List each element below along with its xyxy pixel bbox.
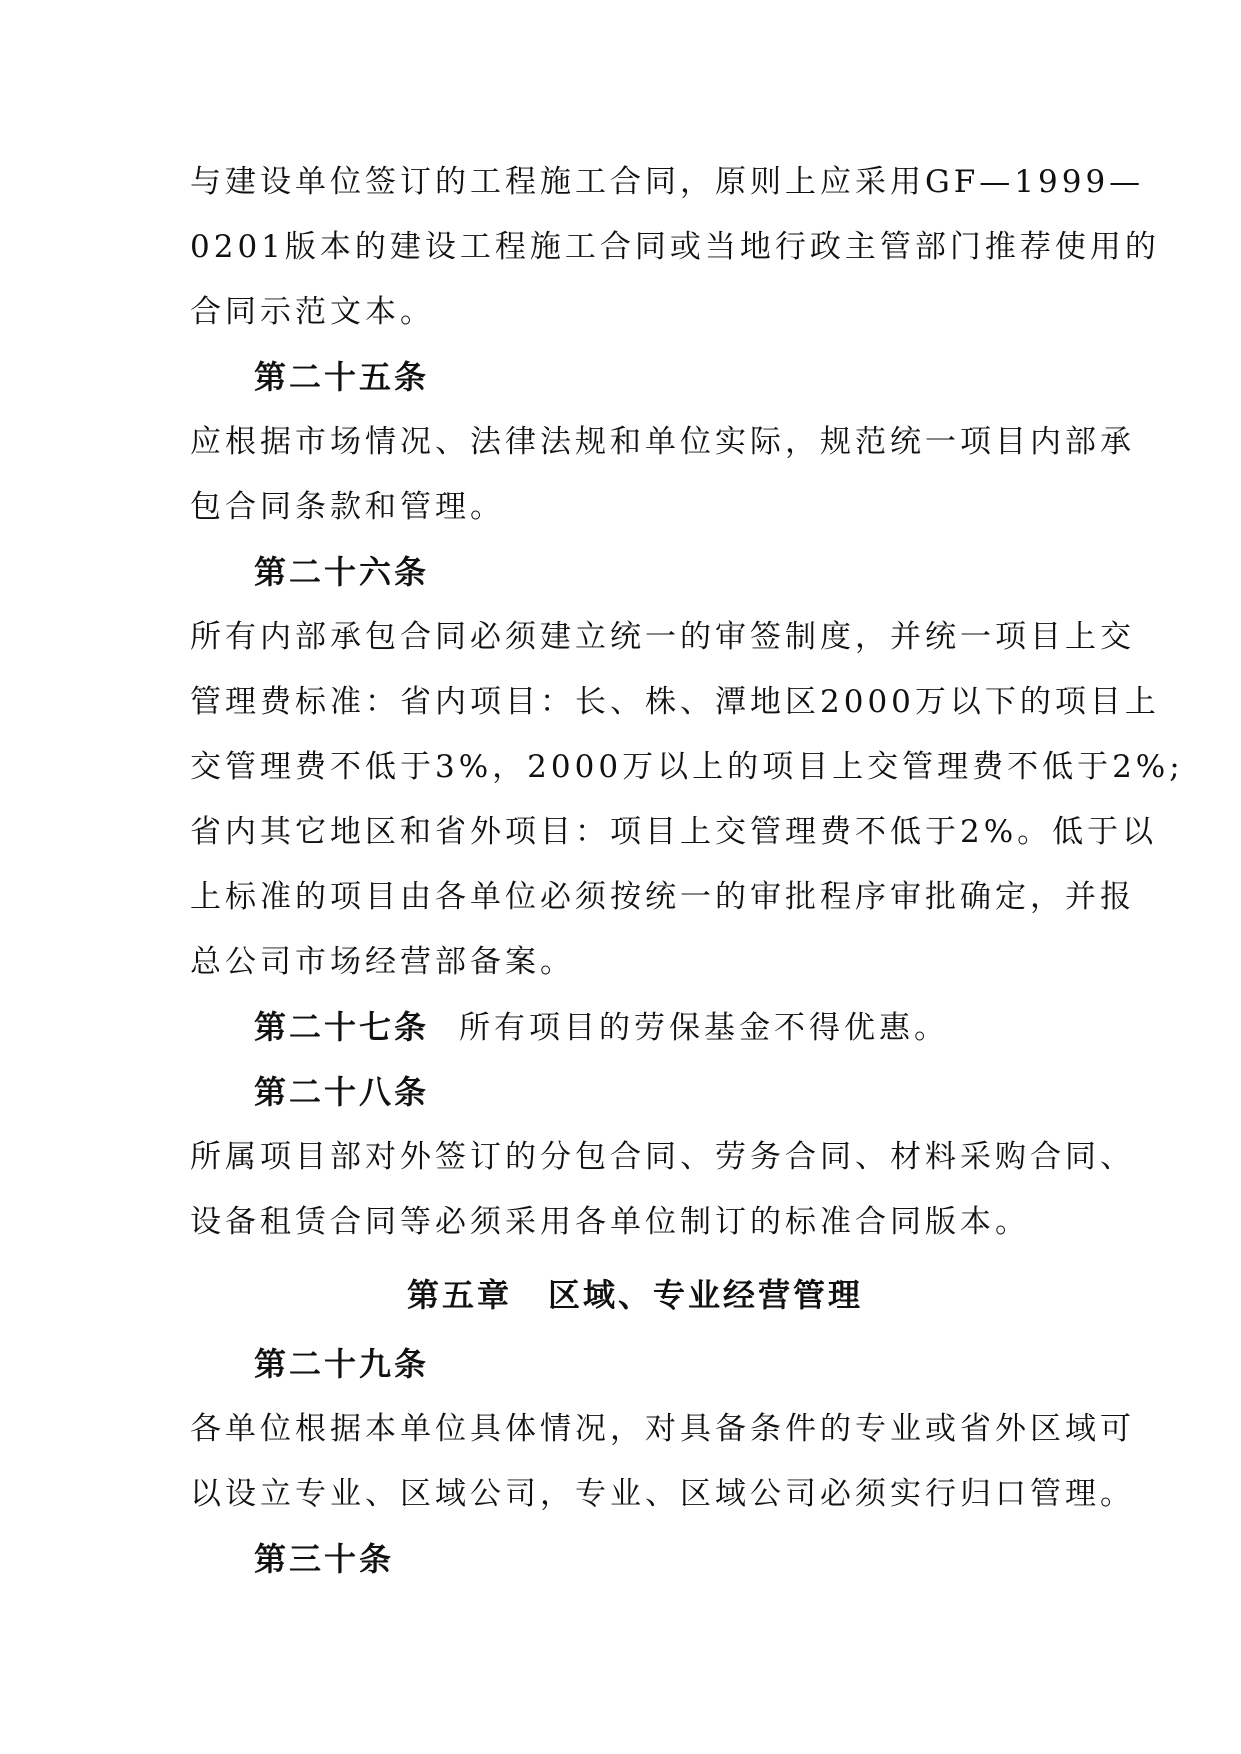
- article-27: [190, 995, 1080, 1060]
- body-line: 包合同条款和管理。: [190, 489, 505, 525]
- body-line: 应根据市场情况、法律法规和单位实际，规范统一项目内部承: [190, 424, 1135, 460]
- chapter-title: 区域、专业经营管理: [548, 1276, 864, 1314]
- body-line: 上标准的项目由各单位必须按统一的审批程序审批确定，并报: [190, 879, 1135, 915]
- body-line: 设备租赁合同等必须采用各单位制订的标准合同版本。: [190, 1204, 1030, 1240]
- body-line: 交管理费不低于3%，2000万以上的项目上交管理费不低于2%;: [190, 749, 1184, 785]
- chapter-heading: [190, 1263, 1080, 1328]
- article-heading-27: 第二十七条: [254, 1008, 430, 1046]
- article-heading-29: 第二十九条: [254, 1345, 430, 1383]
- article-heading-26: 第二十六条: [254, 553, 430, 591]
- article-heading-25: 第二十五条: [254, 358, 430, 396]
- article-heading-30: 第三十条: [254, 1540, 395, 1578]
- article-27-text: 所有项目的劳保基金不得优惠。: [459, 1010, 950, 1046]
- body-line: 与建设单位签订的工程施工合同，原则上应采用GF—1999—: [190, 164, 1145, 200]
- chapter-number: 第五章: [406, 1276, 512, 1314]
- body-line: 合同示范文本。: [190, 294, 435, 330]
- article-heading-28: 第二十八条: [254, 1073, 430, 1111]
- body-line: 所有内部承包合同必须建立统一的审签制度，并统一项目上交: [190, 619, 1135, 655]
- body-line: 0201版本的建设工程施工合同或当地行政主管部门推荐使用的: [190, 229, 1160, 265]
- body-line: 管理费标准：省内项目：长、株、潭地区2000万以下的项目上: [190, 684, 1160, 720]
- body-line: 省内其它地区和省外项目：项目上交管理费不低于2%。低于以: [190, 814, 1158, 850]
- body-line: 总公司市场经营部备案。: [190, 944, 575, 980]
- document-page: [190, 150, 1184, 1592]
- body-line: 各单位根据本单位具体情况，对具备条件的专业或省外区域可: [190, 1411, 1135, 1447]
- body-line: 以设立专业、区域公司，专业、区域公司必须实行归口管理。: [190, 1476, 1135, 1512]
- body-line: 所属项目部对外签订的分包合同、劳务合同、材料采购合同、: [190, 1139, 1135, 1175]
